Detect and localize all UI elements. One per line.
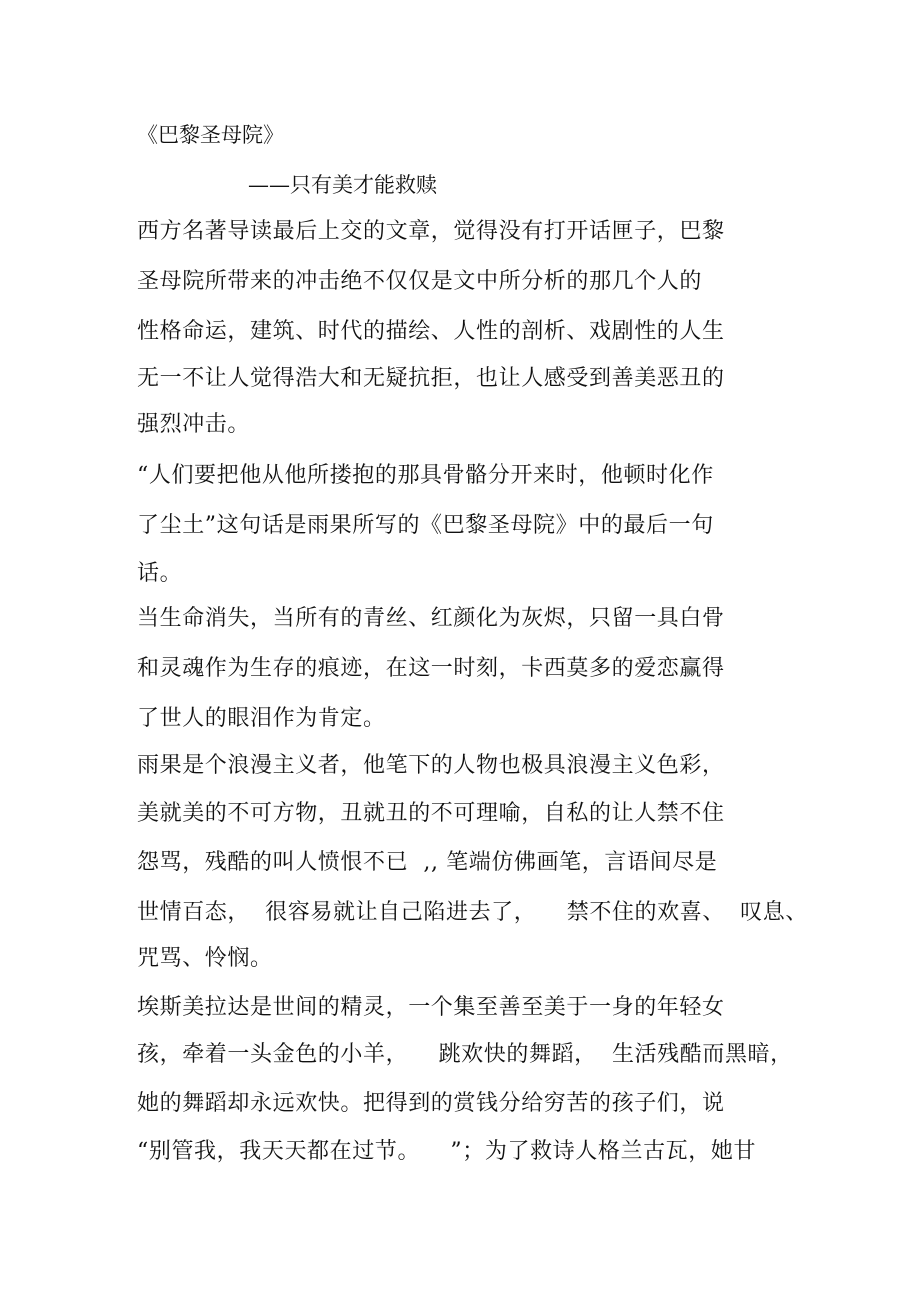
paragraph-line: 圣母院所带来的冲击绝不仅仅是文中所分析的那几个人的: [137, 269, 703, 294]
paragraph-line: “人们要把他从他所搂抱的那具骨骼分开来时，他顿时化作: [137, 463, 714, 488]
paragraph-line: 和灵魂作为生存的痕迹，在这一时刻，卡西莫多的爱恋赢得: [137, 656, 725, 681]
paragraph-line: 美就美的不可方物，丑就丑的不可理喻，自私的让人禁不住: [137, 801, 725, 826]
paragraph-line: 咒骂、怜悯。: [137, 946, 273, 971]
paragraph-line: 无一不让人觉得浩大和无疑抗拒，也让人感受到善美恶丑的: [137, 366, 725, 391]
paragraph-line: 雨果是个浪漫主义者，他笔下的人物也极具浪漫主义色彩，: [137, 753, 725, 778]
paragraph-line: 当生命消失，当所有的青丝、红颜化为灰烬，只留一具白骨: [137, 606, 725, 631]
paragraph-line: 强烈冲击。: [137, 412, 251, 437]
paragraph-line: 话。: [137, 561, 183, 586]
document-subtitle: ——只有美才能救赎: [248, 173, 437, 197]
paragraph-line: 怨骂，残酷的叫人愤恨不已 ,, 笔端仿佛画笔，言语间尽是: [137, 850, 718, 875]
paragraph-line: 了尘土”这句话是雨果所写的《巴黎圣母院》中的最后一句: [137, 513, 714, 538]
paragraph-line: 性格命运，建筑、时代的描绘、人性的剖析、戏剧性的人生: [137, 319, 725, 344]
paragraph-line: 西方名著导读最后上交的文章，觉得没有打开话匣子，巴黎: [137, 219, 725, 244]
document-title: 《巴黎圣母院》: [137, 123, 284, 147]
paragraph-line: 孩，牵着一头金色的小羊， 跳欢快的舞蹈， 生活残酷而黑暗，: [137, 1042, 793, 1067]
paragraph-line: 她的舞蹈却永远欢快。把得到的赏钱分给穷苦的孩子们，说: [137, 1091, 725, 1116]
paragraph-line: 世情百态， 很容易就让自己陷进去了， 禁不住的欢喜、 叹息、: [137, 900, 808, 925]
paragraph-line: 了世人的眼泪作为肯定。: [137, 706, 386, 731]
paragraph-line: 埃斯美拉达是世间的精灵，一个集至善至美于一身的年轻女: [137, 995, 725, 1020]
paragraph-line: “别管我，我天天都在过节。 ”；为了救诗人格兰古瓦，她甘: [137, 1139, 757, 1164]
